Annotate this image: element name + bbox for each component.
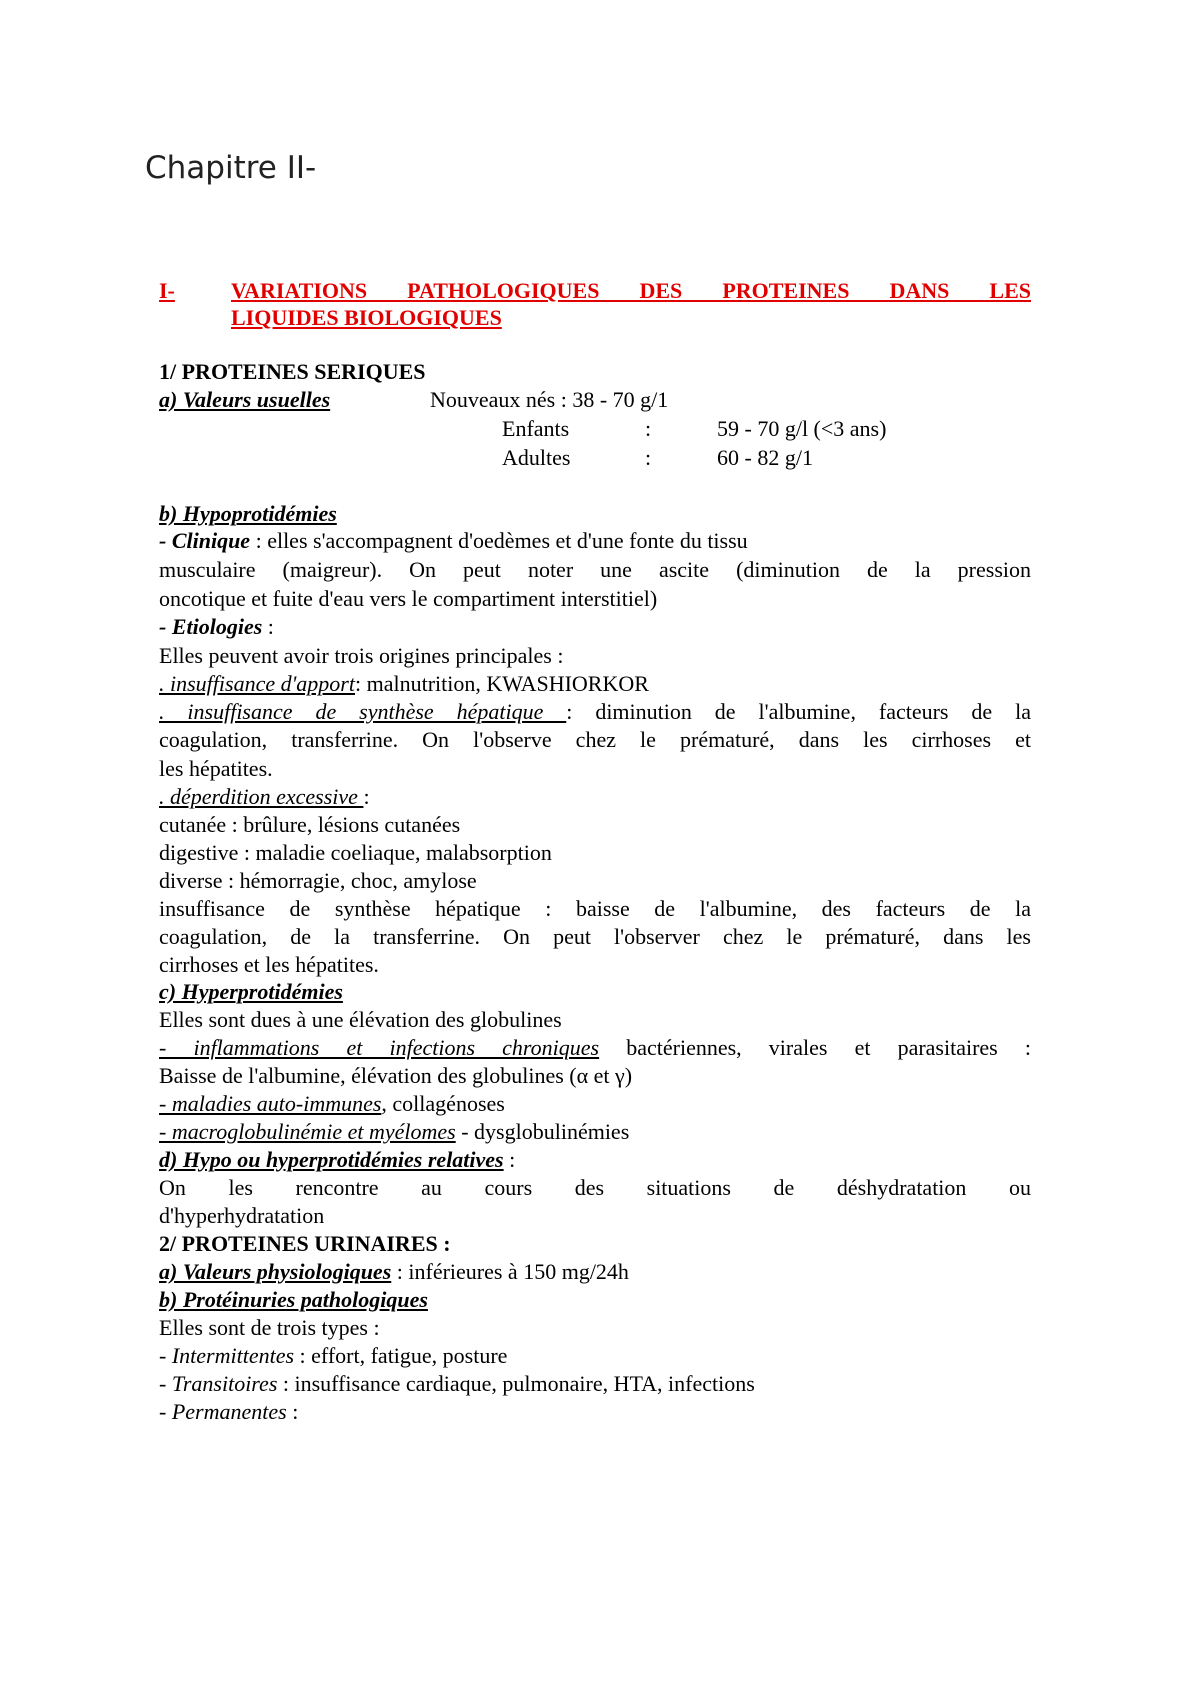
value-enfants: 59 - 70 g/l (<3 ans) [717, 416, 887, 441]
item-permanentes [159, 1397, 298, 1426]
section-title-line-1: VARIATIONS PATHOLOGIQUES DES PROTEINES DANS LES [231, 278, 1031, 303]
paragraph-clinique-line-1 [159, 526, 748, 555]
label-inflammations: - inflammations et infections chroniques [159, 1035, 600, 1060]
text-maladies-auto-immunes: , collagénoses [381, 1091, 505, 1116]
dash: - [159, 1343, 172, 1368]
label-macroglobulinemie: - macroglobulinémie et myélomes [159, 1119, 456, 1144]
paragraph-insuffisance-line-3: cirrhoses et les hépatites. [159, 952, 379, 977]
paragraph-relatives-line-2: d'hyperhydratation [159, 1203, 325, 1228]
item-insuffisance-synthese-line-3: les hépatites. [159, 756, 273, 781]
subheading-relatives: d) Hypo ou hyperprotidémies relatives [159, 1147, 504, 1172]
label-adultes: Adultes [502, 445, 571, 470]
text-permanentes: : [286, 1399, 299, 1424]
text-inflammations: bactériennes, virales et parasitaires : [599, 1035, 1031, 1060]
text-macroglobulinemie: - dysglobulinémies [455, 1119, 630, 1144]
valeurs-physiologiques-line [159, 1257, 629, 1286]
proteinuries-intro: Elles sont de trois types : [159, 1315, 380, 1340]
text-valeurs-physiologiques: : inférieures à 150 mg/24h [391, 1259, 629, 1284]
heading-proteines-seriques: 1/ PROTEINES SERIQUES [159, 359, 426, 384]
label-intermittentes: Intermittentes [171, 1343, 295, 1368]
item-intermittentes [159, 1341, 507, 1370]
label-clinique: - Clinique [159, 528, 251, 553]
value-nouveaux-nes: Nouveaux nés : 38 - 70 g/1 [430, 387, 669, 412]
colon-enfants: : [645, 416, 652, 441]
item-transitoires [159, 1369, 755, 1398]
item-digestive: digestive : maladie coeliaque, malabsorption [159, 840, 552, 865]
subheading-hypoprotidemies: b) Hypoprotidémies [159, 501, 337, 526]
label-transitoires: Transitoires [171, 1371, 278, 1396]
paragraph-insuffisance-line-2: coagulation, de la transferrine. On peut l'observer chez le prématuré, dans les [159, 924, 1031, 949]
item-insuffisance-apport [159, 669, 649, 698]
item-deperdition-excessive [159, 782, 370, 811]
text-clinique: : elles s'accompagnent d'oedèmes et d'une fonte du tissu [250, 528, 748, 553]
item-inflammations-line-2: Baisse de l'albumine, élévation des globulines (α et γ) [159, 1063, 633, 1088]
label-permanentes: Permanentes [171, 1399, 287, 1424]
item-inflammations [159, 1033, 1031, 1062]
chapter-title: Chapitre II- [145, 150, 317, 186]
subheading-hyperprotidemies: c) Hyperprotidémies [159, 979, 343, 1004]
label-deperdition-excessive: . déperdition excessive [159, 784, 364, 809]
subheading-valeurs-physiologiques: a) Valeurs physiologiques [159, 1259, 392, 1284]
deperdition-colon: : [363, 784, 370, 809]
text-insuffisance-synthese: : diminution de l'albumine, facteurs de la [566, 699, 1031, 724]
label-maladies-auto-immunes: - maladies auto-immunes [159, 1091, 382, 1116]
text-transitoires: : insuffisance cardiaque, pulmonaire, HTA, infections [277, 1371, 755, 1396]
text-intermittentes: : effort, fatigue, posture [294, 1343, 508, 1368]
item-maladies-auto-immunes [159, 1089, 505, 1118]
paragraph-clinique-line-2: musculaire (maigreur). On peut noter une ascite (diminution de la pression [159, 557, 1031, 582]
label-insuffisance-synthese: . insuffisance de synthèse hépatique [159, 699, 567, 724]
subheading-valeurs-usuelles: a) Valeurs usuelles [159, 387, 331, 412]
item-macroglobulinemie [159, 1117, 629, 1146]
etiologies-colon: : [262, 614, 274, 639]
paragraph-insuffisance-line-1: insuffisance de synthèse hépatique : baisse de l'albumine, des facteurs de la [159, 896, 1031, 921]
dash: - [159, 1399, 172, 1424]
etiologies-intro: Elles peuvent avoir trois origines principales : [159, 643, 564, 668]
label-enfants: Enfants [502, 416, 570, 441]
heading-proteines-urinaires: 2/ PROTEINES URINAIRES : [159, 1231, 451, 1256]
value-adultes: 60 - 82 g/1 [717, 445, 813, 470]
dash: - [159, 1371, 172, 1396]
relatives-colon: : [503, 1147, 516, 1172]
label-etiologies: - Etiologies [159, 614, 263, 639]
paragraph-clinique-line-3: oncotique et fuite d'eau vers le compartiment interstitiel) [159, 586, 658, 611]
item-insuffisance-synthese-line-1 [159, 697, 1031, 726]
colon-adultes: : [645, 445, 652, 470]
item-cutanee: cutanée : brûlure, lésions cutanées [159, 812, 461, 837]
paragraph-relatives-line-1: On les rencontre au cours des situations de déshydratation ou [159, 1175, 1031, 1200]
subheading-proteinuries: b) Protéinuries pathologiques [159, 1287, 428, 1312]
label-etiologies-line [159, 612, 274, 641]
subheading-relatives-line [159, 1145, 515, 1174]
label-insuffisance-apport: . insuffisance d'apport [159, 671, 355, 696]
hyperprotidemies-intro: Elles sont dues à une élévation des globulines [159, 1007, 562, 1032]
section-title-line-2: LIQUIDES BIOLOGIQUES [231, 305, 502, 330]
section-number: I- [159, 278, 175, 303]
text-insuffisance-apport: : malnutrition, KWASHIORKOR [354, 671, 649, 696]
item-diverse: diverse : hémorragie, choc, amylose [159, 868, 477, 893]
item-insuffisance-synthese-line-2: coagulation, transferrine. On l'observe chez le prématuré, dans les cirrhoses et [159, 727, 1031, 752]
